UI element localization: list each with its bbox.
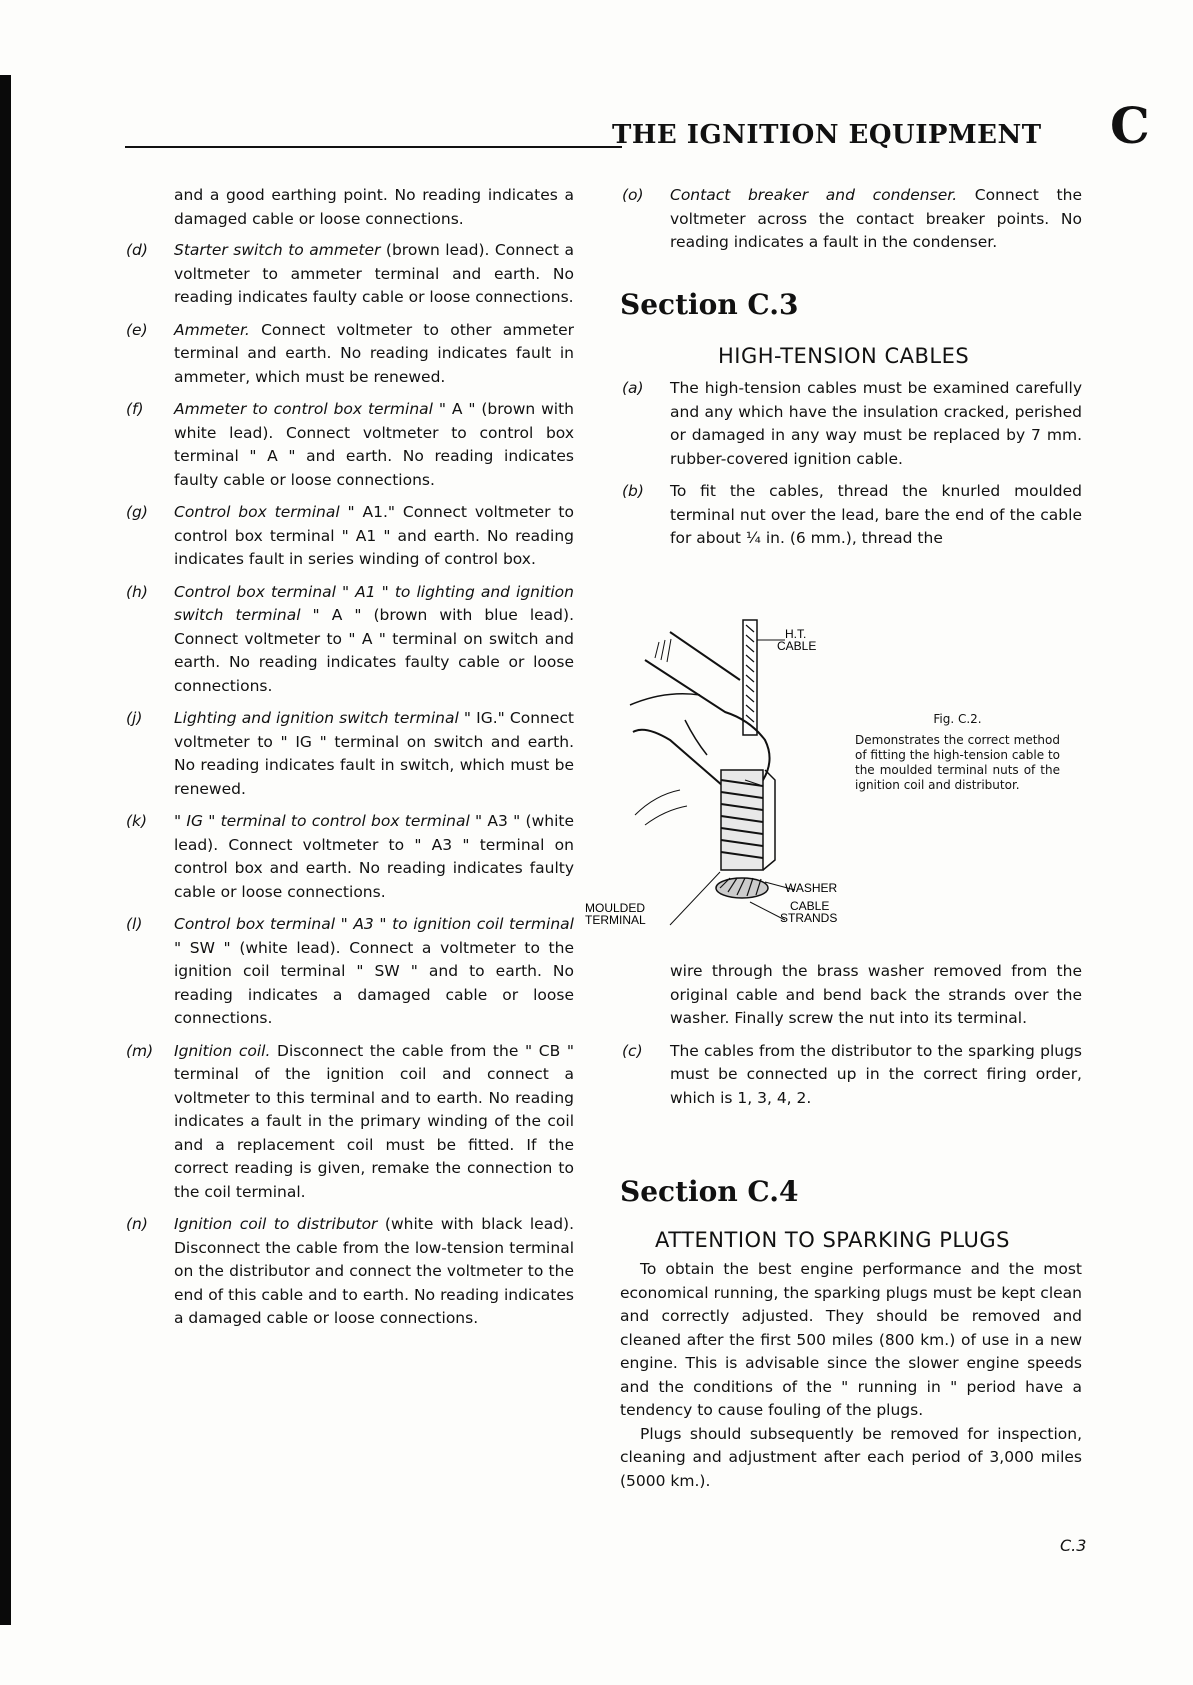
item-text [174, 1213, 574, 1331]
item-label: (d) [126, 241, 148, 259]
item-lead: Starter switch to ammeter [174, 241, 381, 259]
item-text [174, 1040, 574, 1205]
section-c3-items [622, 377, 1082, 560]
label-ht: H.T. [785, 627, 807, 641]
left-column [126, 184, 574, 1340]
item-body: " A " (brown with blue lead). Connect voltmeter to " A " terminal on switch and earth. No reading indicates faulty cable or loose connections. [174, 606, 574, 695]
list-item [126, 398, 574, 492]
list-item [126, 501, 574, 572]
item-label: (g) [126, 503, 148, 521]
list-item [126, 1213, 574, 1331]
list-item [126, 810, 574, 904]
item-label: (f) [126, 400, 144, 418]
figure-caption [855, 712, 1060, 793]
list-item [126, 581, 574, 699]
item-lead: Control box terminal [174, 503, 340, 521]
section-c4-heading: Section C.4 [620, 1175, 799, 1208]
item-label: (c) [622, 1041, 643, 1060]
item-label: (k) [126, 812, 148, 830]
item-label: (m) [126, 1041, 154, 1060]
section-c4-subheading: ATTENTION TO SPARKING PLUGS [655, 1228, 1010, 1252]
section-c3-continued [622, 960, 1082, 1119]
item-label: (h) [126, 582, 148, 601]
list-item [126, 239, 574, 310]
item-lead: Ignition coil to distributor [174, 1215, 378, 1233]
item-label: (o) [622, 186, 644, 204]
item-text [174, 581, 574, 699]
label-cable-strands-2: STRANDS [780, 911, 838, 925]
sparking-plugs-paragraph-1: To obtain the best engine performance and the most economical running, the sparking plugs must be kept clean and correctly adjusted. They should be removed and cleaned after the first 500 miles (800 km.) of use in a new engine. This is advisable since the slower engine speeds and the conditions of the " running in " period have a tendency to cause fouling of the plugs. [620, 1260, 1082, 1419]
item-text [174, 239, 574, 310]
item-text [670, 184, 1082, 255]
label-cable: CABLE [777, 639, 817, 653]
item-body: " IG." Connect voltmeter to " IG " terminal on switch and earth. No reading indicates fault in switch, which must be renewed. [174, 709, 574, 798]
item-body: Connect voltmeter to other ammeter terminal and earth. No reading indicates fault in ammeter, which must be renewed. [174, 320, 574, 386]
item-body: (white with black lead). Disconnect the cable from the low-tension terminal on the distributor and connect the voltmeter to the end of this cable and to earth. No reading indicates a damaged cable or loose connections. [174, 1215, 575, 1327]
item-label: (e) [126, 320, 148, 339]
list-item [126, 913, 574, 1031]
item-b-continued: wire through the brass washer removed from the original cable and bend back the strands over the washer. Finally screw the nut into its terminal. [670, 962, 1082, 1027]
item-body: " A " (brown with white lead). Connect voltmeter to control box terminal " A " and earth. No reading indicates faulty cable or loose connections. [174, 400, 574, 489]
item-body: " A3 " (white lead). Connect voltmeter to " A3 " terminal on control box and earth. No reading indicates faulty cable or loose connections. [174, 812, 574, 901]
section-c3-subheading: HIGH-TENSION CABLES [718, 344, 970, 368]
header-rule [125, 146, 622, 148]
binding-edge [0, 75, 11, 1625]
item-text [174, 319, 574, 390]
item-lead: Lighting and ignition switch terminal [174, 709, 459, 727]
section-c4-body [620, 1258, 1082, 1493]
item-body: " A1." Connect voltmeter to control box terminal " A1 " and earth. No reading indicates fault in series winding of control box. [174, 503, 574, 568]
item-body: Disconnect the cable from the " CB " terminal of the ignition coil and connect a voltmeter to this terminal and to earth. No reading indicates a fault in the primary winding of the coil and a replacement coil must be fitted. If the correct reading is given, remake the connection to the coil terminal. [174, 1041, 574, 1201]
item-text [174, 501, 574, 572]
item-text [174, 913, 574, 1031]
list-item [126, 707, 574, 801]
item-label: (l) [126, 915, 143, 933]
item-lead: Ignition coil. [174, 1041, 271, 1060]
item-lead: Control box terminal " A3 " to ignition coil terminal [174, 915, 574, 933]
list-item [126, 1040, 574, 1205]
item-text: To fit the cables, thread the knurled moulded terminal nut over the lead, bare the end of the cable for about ¼ in. (6 mm.), thread the [670, 482, 1082, 547]
item-lead: Ammeter to control box terminal [174, 400, 433, 418]
item-body: (brown lead). Connect a voltmeter to ammeter terminal and earth. No reading indicates faulty cable or loose connections. [174, 241, 574, 306]
left-items-list [126, 239, 574, 1331]
item-body: Connect the voltmeter across the contact breaker points. No reading indicates a fault in the condenser. [670, 186, 1082, 251]
item-text: The cables from the distributor to the sparking plugs must be connected up in the correct firing order, which is 1, 3, 4, 2. [670, 1041, 1082, 1107]
list-item [126, 319, 574, 390]
figure-title: Fig. C.2. [933, 712, 982, 726]
item-o [622, 184, 1082, 264]
item-text [174, 810, 574, 904]
item-text: The high-tension cables must be examined carefully and any which have the insulation cracked, perished or damaged in any way must be replaced by 7 mm. rubber-covered ignition cable. [670, 379, 1082, 468]
item-lead: " IG " terminal to control box terminal [174, 812, 470, 830]
page-header-title: THE IGNITION EQUIPMENT [612, 120, 1042, 150]
label-washer: WASHER [785, 881, 838, 895]
item-lead: Ammeter. [174, 320, 250, 339]
item-lead: Contact breaker and condenser. [670, 186, 958, 204]
figure-c2-illustration [585, 620, 855, 930]
section-letter: C [1110, 96, 1150, 155]
label-cable-strands-1: CABLE [790, 899, 830, 913]
item-label: (a) [622, 379, 644, 397]
item-lead: Control box terminal " A1 " to lighting and ignition switch terminal [174, 582, 574, 624]
item-label: (j) [126, 709, 143, 727]
figure-description: Demonstrates the correct method of fitting the high-tension cable to the moulded terminal nuts of the ignition coil and distributor. [855, 733, 1060, 792]
label-moulded: MOULDED [585, 901, 646, 915]
label-terminal: TERMINAL [585, 913, 646, 927]
item-text [174, 707, 574, 801]
item-label: (n) [126, 1215, 148, 1233]
section-c3-heading: Section C.3 [620, 288, 799, 321]
item-body: " SW " (white lead). Connect a voltmeter to the ignition coil terminal " SW " and to earth. No reading indicates a damaged cable or loose connections. [174, 938, 574, 1027]
item-text [174, 398, 574, 492]
left-intro-paragraph: and a good earthing point. No reading indicates a damaged cable or loose connections. [174, 186, 574, 228]
sparking-plugs-paragraph-2: Plugs should subsequently be removed for inspection, cleaning and adjustment after each period of 3,000 miles (5000 km.). [620, 1424, 1082, 1490]
page-number: C.3 [1060, 1536, 1087, 1555]
item-label: (b) [622, 482, 644, 500]
